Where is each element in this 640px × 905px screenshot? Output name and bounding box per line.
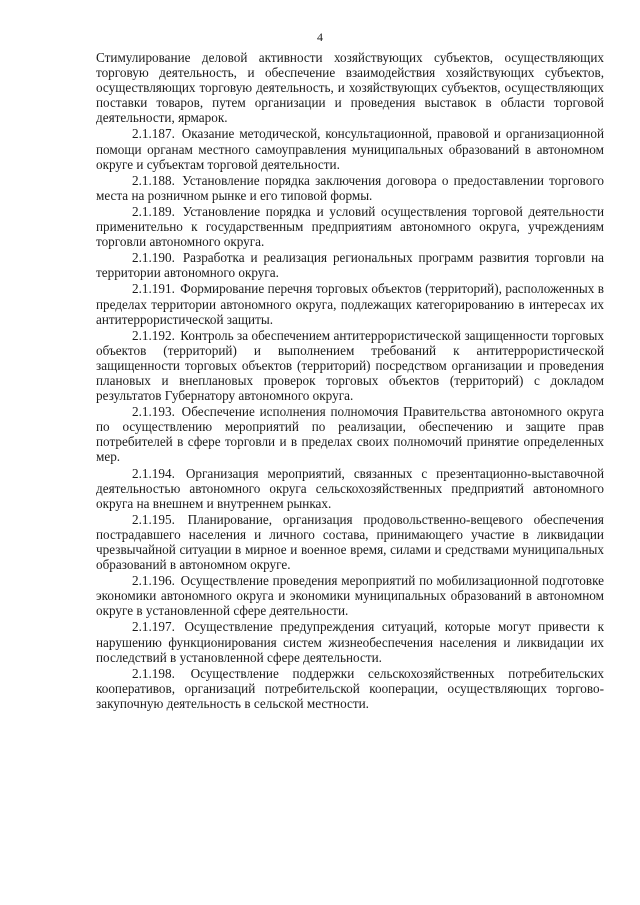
- list-item-2-1-197: [96, 619, 604, 664]
- item-number: 2.1.196.: [132, 573, 175, 589]
- item-text: Планирование, организация продовольственно-вещевого обеспечения пострадавшего населения и личного состава, принимающего участие в ликвидации чрезвычайной ситуации в мирное и военное время, силами и средствами муниципальных образований в автономном округе.: [96, 511, 605, 573]
- item-number: 2.1.198.: [132, 665, 175, 681]
- item-text: Осуществление поддержки сельскохозяйственных потребительских кооперативов, организаций потребительской кооперации, осуществляющих торгово-закупочную деятельность в сельской местности.: [96, 665, 605, 711]
- list-item-2-1-195: [96, 512, 604, 572]
- list-item-2-1-187: [96, 126, 604, 171]
- item-number: 2.1.193.: [132, 404, 175, 420]
- item-number: 2.1.197.: [132, 619, 175, 635]
- item-number: 2.1.191.: [132, 281, 175, 297]
- item-number: 2.1.194.: [132, 465, 175, 481]
- item-text: Осуществление проведения мероприятий по мобилизационной подготовке экономики автономного округа и экономики муниципальных образований в автономном округе в установленной сфере деятельности.: [96, 573, 605, 619]
- item-text: Оказание методической, консультационной, правовой и организационной помощи органам местного самоуправления муниципальных образований в автономном округе и субъектам торговой деятельности.: [96, 126, 605, 172]
- item-text: Формирование перечня торговых объектов (территорий), расположенных в пределах территории автономного округа, подлежащих категорированию в интересах их антитеррористической защиты.: [96, 281, 604, 327]
- item-text: Обеспечение исполнения полномочия Правительства автономного округа по осуществлению мероприятий по реализации, обеспечению и защите прав потребителей в сфере торговли и в пределах своих полномочий принятие определенных мер.: [96, 404, 604, 465]
- item-text: Установление порядка и условий осуществления торговой деятельности применительно к государственным предприятиям автономного округа, учреждениям торговли автономного округа.: [96, 203, 605, 250]
- item-text: Разработка и реализация региональных программ развития торговли на территории автономного округа.: [96, 250, 605, 281]
- list-item-2-1-189: [96, 204, 604, 249]
- item-number: 2.1.195.: [132, 511, 175, 527]
- item-number: 2.1.192.: [132, 327, 175, 343]
- list-item-2-1-188: [96, 173, 604, 203]
- item-text: Установление порядка заключения договора о предоставлении торгового места на розничном рынке и его типовой формы.: [96, 172, 604, 203]
- list-item-2-1-193: [96, 404, 604, 464]
- page-number: 4: [317, 30, 323, 44]
- item-number: 2.1.188.: [132, 172, 175, 188]
- item-number: 2.1.190.: [132, 250, 175, 266]
- item-text: Осуществление предупреждения ситуаций, которые могут привести к нарушению функционирования систем жизнеобеспечения населения и ликвидации их последствий в установленной сфере деятельности.: [96, 619, 604, 665]
- item-text: Контроль за обеспечением антитеррористической защищенности торговых объектов (территорий) и выполнением требований к антитеррористической защищенности торговых объектов (территорий) посредством организации и проведения плановых и внеплановых проверок торговых объектов (территорий) с докладом результатов Губернатору автономного округа.: [96, 327, 604, 404]
- list-item-2-1-198: [96, 666, 604, 711]
- item-number: 2.1.189.: [132, 203, 175, 219]
- item-text: Организация мероприятий, связанных с презентационно-выставочной деятельностью автономного округа сельскохозяйственных предприятий автономного округа на внешнем и внутреннем рынках.: [96, 465, 605, 511]
- list-item-2-1-190: [96, 250, 604, 280]
- list-item-2-1-196: [96, 573, 604, 618]
- intro-paragraph: Стимулирование деловой активности хозяйствующих субъектов, осуществляющих торговую деятельность, и обеспечение взаимодействия хозяйствующих субъектов, осуществляющих торговую деятельность, и хозяйствующих субъектов, осуществляющих поставки товаров, путем организации и проведения выставок в области торговой деятельности, ярмарок.: [96, 50, 604, 126]
- list-item-2-1-191: [96, 281, 604, 326]
- document-body: [96, 50, 604, 711]
- item-number: 2.1.187.: [132, 126, 175, 142]
- list-item-2-1-192: [96, 328, 604, 403]
- list-item-2-1-194: [96, 466, 604, 511]
